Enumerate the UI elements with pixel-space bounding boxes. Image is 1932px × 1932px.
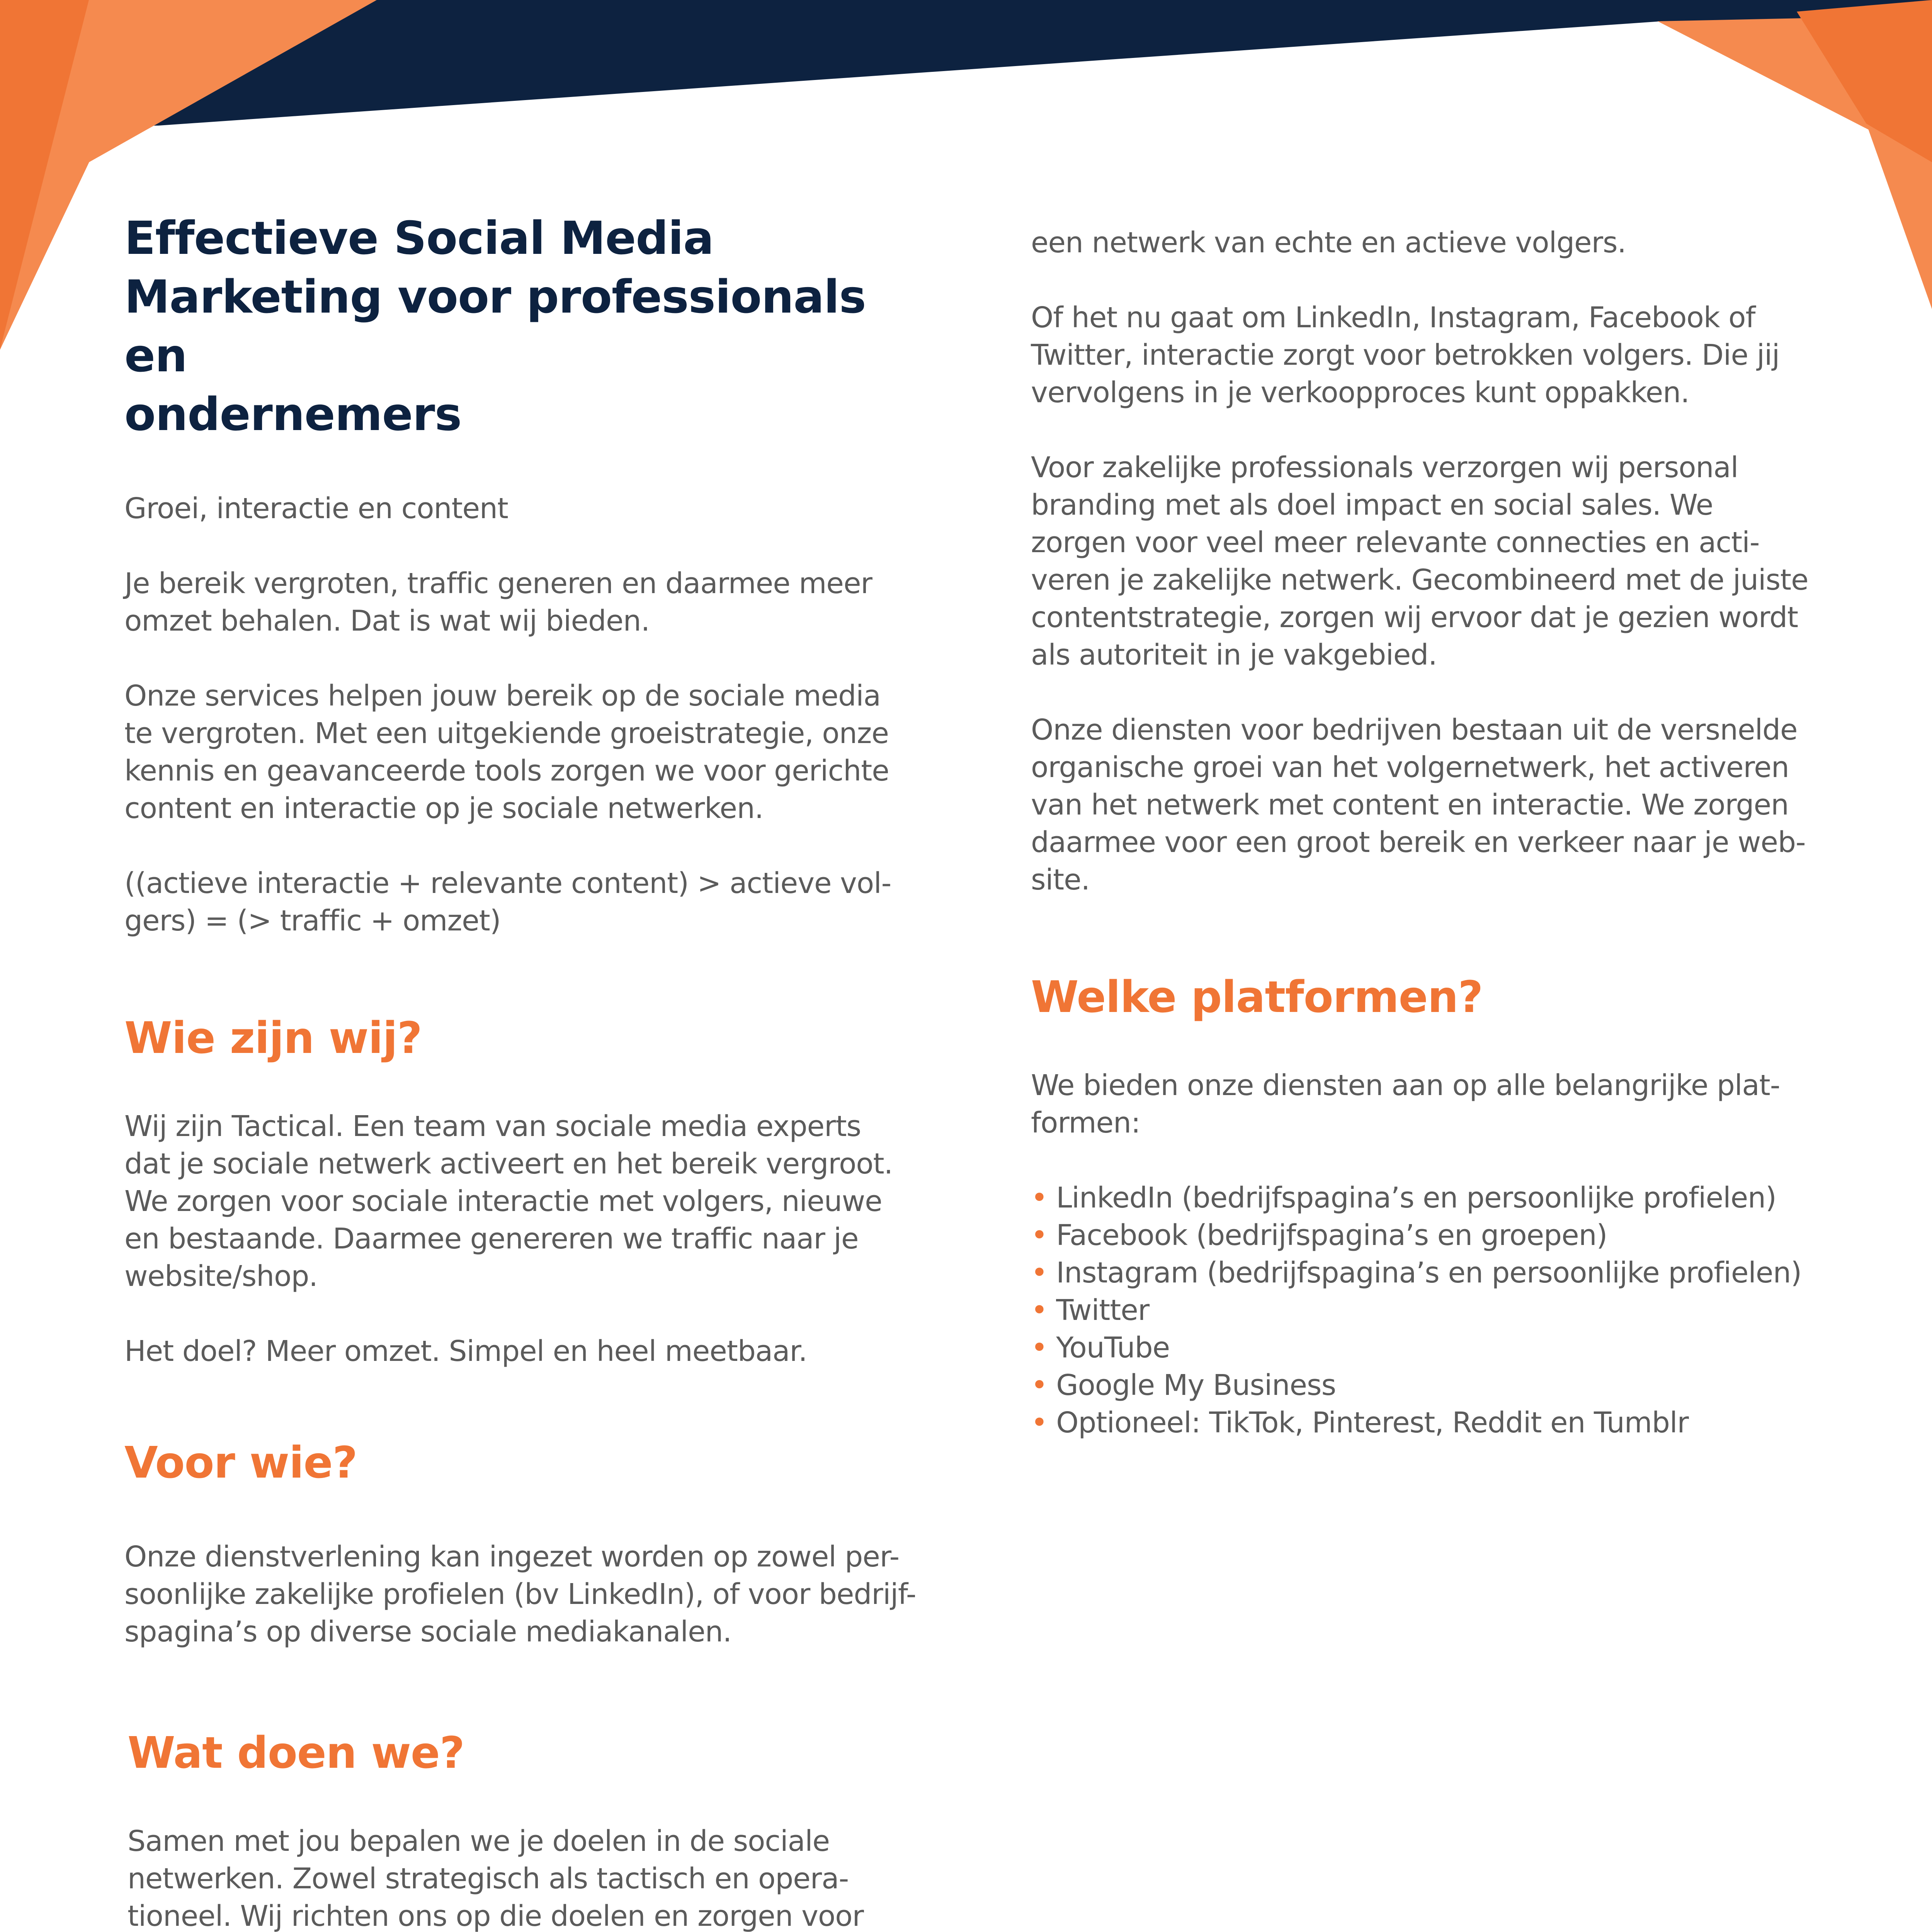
text-line: We bieden onze diensten aan op alle belangrijke plat- xyxy=(1031,1069,1780,1102)
text-line: Groei, interactie en content xyxy=(124,492,508,525)
text-line: Onze services helpen jouw bereik op de sociale media xyxy=(124,679,881,713)
text-line: Of het nu gaat om LinkedIn, Instagram, Facebook of xyxy=(1031,301,1755,334)
list-item xyxy=(1031,1404,1858,1442)
text-line: website/shop. xyxy=(124,1260,318,1293)
text-line: Het doel? Meer omzet. Simpel en heel meetbaar. xyxy=(124,1335,807,1368)
text-line: Wij zijn Tactical. Een team van sociale media experts xyxy=(124,1110,861,1143)
list-item-label: Google My Business xyxy=(1056,1369,1336,1402)
list-item xyxy=(1031,1254,1858,1292)
paragraph-reach xyxy=(124,565,928,640)
paragraph-what-we-do xyxy=(128,1823,928,1932)
text-line: formen: xyxy=(1031,1106,1140,1139)
list-item xyxy=(1031,1292,1858,1329)
paragraph-goal xyxy=(124,1333,928,1370)
text-line: branding met als doel impact en social sales. We xyxy=(1031,488,1713,522)
list-item xyxy=(1031,1217,1858,1254)
paragraph-professionals xyxy=(1031,449,1858,674)
right-column xyxy=(1031,209,1858,1442)
text-line: Samen met jou bepalen we je doelen in de sociale xyxy=(128,1825,830,1858)
list-item xyxy=(1031,1179,1858,1217)
text-line: als autoriteit in je vakgebied. xyxy=(1031,638,1437,672)
text-line: soonlijke zakelijke profielen (bv LinkedIn), of voor bedrijf- xyxy=(124,1578,916,1611)
list-item-label: Twitter xyxy=(1056,1294,1150,1327)
text-line: dat je sociale netwerk activeert en het bereik vergroot. xyxy=(124,1147,893,1180)
text-line: kennis en geavanceerde tools zorgen we voor gerichte xyxy=(124,754,889,787)
bullet-icon: • xyxy=(1031,1331,1048,1364)
heading-welke-platformen: Welke platformen? xyxy=(1031,972,1483,1022)
text-line: een netwerk van echte en actieve volgers. xyxy=(1031,226,1626,259)
text-line: veren je zakelijke netwerk. Gecombineerd met de juiste xyxy=(1031,563,1808,597)
text-line: van het netwerk met content en interactie. We zorgen xyxy=(1031,788,1789,821)
text-line: content en interactie op je sociale netwerken. xyxy=(124,792,764,825)
paragraph-platforms-interaction xyxy=(1031,299,1858,412)
text-line: vervolgens in je verkoopproces kunt oppakken. xyxy=(1031,376,1689,409)
text-line: netwerken. Zowel strategisch als tactisch en opera- xyxy=(128,1862,849,1895)
text-line: tioneel. Wij richten ons op die doelen en zorgen voor xyxy=(128,1900,864,1932)
paragraph-who xyxy=(124,1108,928,1295)
bullet-icon: • xyxy=(1031,1294,1048,1327)
title-line: Marketing voor professionals en xyxy=(124,270,866,382)
paragraph-network xyxy=(1031,224,1858,262)
text-line: gers) = (> traffic + omzet) xyxy=(124,904,501,937)
text-line: ((actieve interactie + relevante content) > actieve vol- xyxy=(124,867,891,900)
bullet-icon: • xyxy=(1031,1256,1048,1289)
text-line: Voor zakelijke professionals verzorgen wij personal xyxy=(1031,451,1738,484)
text-line: en bestaande. Daarmee genereren we traffic naar je xyxy=(124,1222,859,1255)
text-line: organische groei van het volgernetwerk, het activeren xyxy=(1031,751,1789,784)
list-item-label: LinkedIn (bedrijfspagina’s en persoonlijke profielen) xyxy=(1056,1181,1776,1214)
text-line: te vergroten. Met een uitgekiende groeistrategie, onze xyxy=(124,717,889,750)
bullet-icon: • xyxy=(1031,1219,1048,1252)
text-line: omzet behalen. Dat is wat wij bieden. xyxy=(124,604,650,638)
list-item xyxy=(1031,1367,1858,1404)
text-line: We zorgen voor sociale interactie met volgers, nieuwe xyxy=(124,1185,882,1218)
text-line: zorgen voor veel meer relevante connecties en acti- xyxy=(1031,526,1760,559)
list-item-label: Instagram (bedrijfspagina’s en persoonlijke profielen) xyxy=(1056,1256,1802,1289)
list-item-label: Facebook (bedrijfspagina’s en groepen) xyxy=(1056,1219,1607,1252)
paragraph-formula xyxy=(124,865,928,940)
text-line: Twitter, interactie zorgt voor betrokken volgers. Die jij xyxy=(1031,338,1780,372)
text-line: Onze diensten voor bedrijven bestaan uit de versnelde xyxy=(1031,713,1798,747)
text-line: Onze dienstverlening kan ingezet worden op zowel per- xyxy=(124,1540,900,1573)
platform-list xyxy=(1031,1179,1858,1442)
intro-text xyxy=(124,490,928,527)
heading-voor-wie: Voor wie? xyxy=(124,1438,357,1488)
list-item xyxy=(1031,1329,1858,1367)
text-line: contentstrategie, zorgen wij ervoor dat je gezien wordt xyxy=(1031,601,1798,634)
bullet-icon: • xyxy=(1031,1369,1048,1402)
title-line: ondernemers xyxy=(124,388,462,441)
paragraph-platforms-intro xyxy=(1031,1067,1858,1142)
title-line: Effectieve Social Media xyxy=(124,211,714,265)
page-title xyxy=(124,209,928,444)
paragraph-for-who xyxy=(124,1538,928,1651)
heading-wat-doen-we: Wat doen we? xyxy=(128,1728,464,1778)
bullet-icon: • xyxy=(1031,1181,1048,1214)
list-item-label: Optioneel: TikTok, Pinterest, Reddit en Tumblr xyxy=(1056,1406,1689,1439)
left-column xyxy=(124,209,928,1932)
paragraph-companies xyxy=(1031,711,1858,899)
text-line: daarmee voor een groot bereik en verkeer naar je web- xyxy=(1031,826,1806,859)
list-item-label: YouTube xyxy=(1056,1331,1170,1364)
heading-wie-zijn-wij: Wie zijn wij? xyxy=(124,1013,422,1063)
text-line: Je bereik vergroten, traffic generen en daarmee meer xyxy=(124,567,872,600)
text-line: site. xyxy=(1031,863,1090,896)
text-line: spagina’s op diverse sociale mediakanalen. xyxy=(124,1615,732,1648)
paragraph-services xyxy=(124,677,928,827)
bullet-icon: • xyxy=(1031,1406,1048,1439)
